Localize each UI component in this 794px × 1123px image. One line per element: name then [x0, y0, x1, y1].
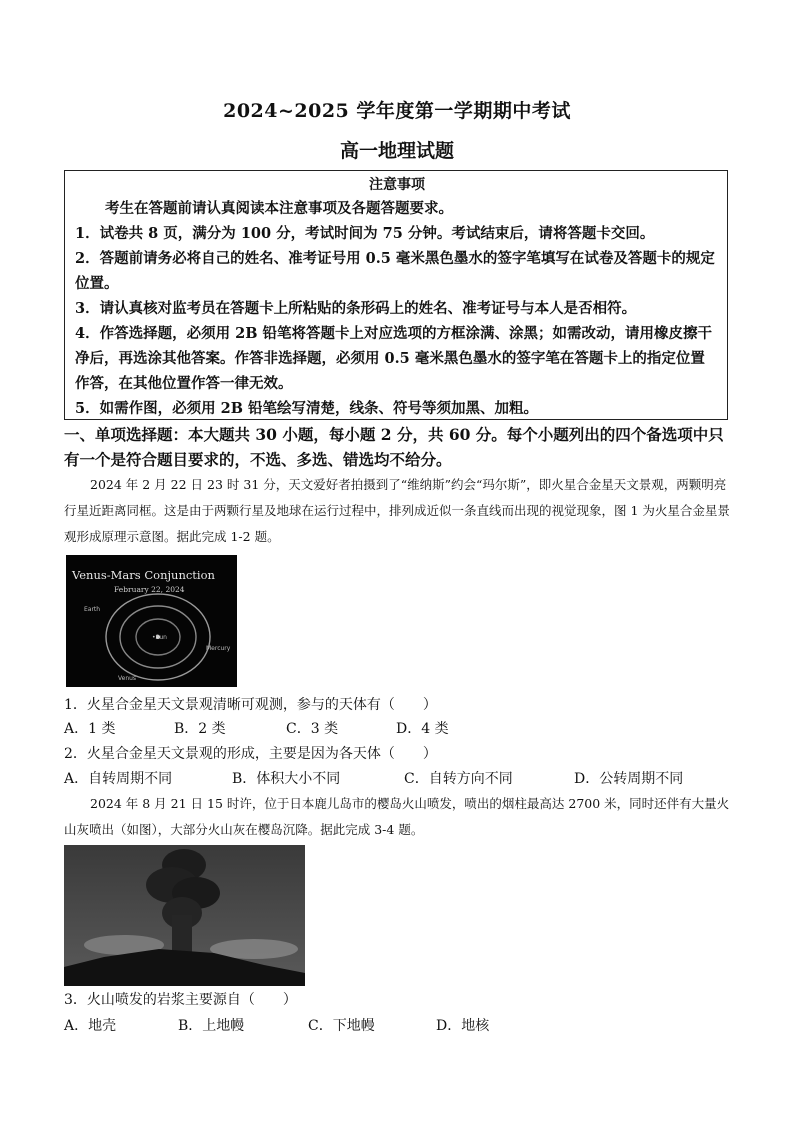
- volcano-eruption-image: [64, 845, 305, 986]
- exam-title: 2024~2025 学年度第一学期期中考试: [223, 100, 571, 122]
- exam-subtitle: 高一地理试题: [339, 140, 454, 162]
- question-1: 1．火星合金星天文景观清晰可观测，参与的天体有（ ）: [64, 697, 437, 713]
- figure-date: February 22, 2024: [114, 585, 185, 594]
- notice-heading: 注意事项: [369, 177, 425, 193]
- q3-option-c: C．下地幔: [308, 1018, 375, 1034]
- volcano-photo: [64, 845, 305, 986]
- notice-item-5: 5．如需作图，必须用 2B 铅笔绘写清楚，线条、符号等须加黑、加粗。: [75, 400, 539, 417]
- label-mercury: Mercury: [206, 645, 231, 652]
- q1-option-d: D．4 类: [396, 721, 449, 737]
- section-heading: 一、单项选择题：本大题共 30 小题，每小题 2 分，共 60 分。每个小题列出的四个备选项中只有一个是符合题目要求的，不选、多选、错选均不给分。: [64, 425, 724, 469]
- label-venus: Venus: [118, 675, 137, 682]
- conjunction-diagram: [66, 555, 237, 687]
- notice-item-1: 1．试卷共 8 页，满分为 100 分，考试时间为 75 分钟。考试结束后，请将答题卡交回。: [75, 225, 655, 242]
- q1-option-b: B．2 类: [174, 721, 226, 737]
- notice-box: [64, 170, 728, 420]
- q1-option-c: C．3 类: [286, 721, 339, 737]
- figure-title: Venus-Mars Conjunction: [72, 568, 215, 582]
- notice-item-2: 2．答题前请务必将自己的姓名、准考证号用 0.5 毫米黑色墨水的签字笔填写在试卷及答题卡的规定位置。: [75, 250, 715, 292]
- q2-option-a: A．自转周期不同: [64, 771, 173, 787]
- q2-option-c: C．自转方向不同: [404, 771, 513, 787]
- conjunction-figure: [66, 555, 237, 687]
- q1-option-a: A．1 类: [64, 721, 116, 737]
- notice-intro: 考生在答题前请认真阅读本注意事项及各题答题要求。: [105, 200, 453, 217]
- q3-option-a: A．地壳: [64, 1018, 117, 1034]
- q3-option-b: B．上地幔: [178, 1018, 245, 1034]
- question-2: 2．火星合金星天文景观的形成，主要是因为各天体（ ）: [64, 746, 437, 762]
- label-earth: Earth: [84, 606, 101, 613]
- passage-1: 2024 年 2 月 22 日 23 时 31 分，天文爱好者拍摄到了“维纳斯”约会“玛尔斯”，即火星合金星天文景观，两颗明亮行星近距离同框。这是由于两颗行星及地球在运行过程中，排列成近似一条直线而出现的视觉现象，图 1 为火星合金星景观形成原理示意图。据此完成 1-2 题。: [64, 477, 730, 544]
- label-sun: •Sun: [152, 634, 167, 641]
- q3-option-d: D．地核: [436, 1018, 490, 1034]
- notice-item-4: 4．作答选择题，必须用 2B 铅笔将答题卡上对应选项的方框涂满、涂黑；如需改动，请用橡皮擦干净后，再选涂其他答案。作答非选择题，必须用 0.5 毫米黑色墨水的签字笔在答题卡上的指定位置作答，在其他位置作答一律无效。: [75, 325, 713, 392]
- q2-option-d: D．公转周期不同: [574, 771, 684, 787]
- q2-option-b: B．体积大小不同: [232, 771, 341, 787]
- notice-item-3: 3．请认真核对监考员在答题卡上所粘贴的条形码上的姓名、准考证号与本人是否相符。: [75, 300, 637, 317]
- passage-2: 2024 年 8 月 21 日 15 时许，位于日本鹿儿岛市的樱岛火山喷发，喷出的烟柱最高达 2700 米，同时还伴有大量火山灰喷出（如图），大部分火山灰在樱岛沉降。据此完成 3-4 题。: [64, 796, 730, 837]
- question-3: 3．火山喷发的岩浆主要源自（ ）: [64, 992, 297, 1008]
